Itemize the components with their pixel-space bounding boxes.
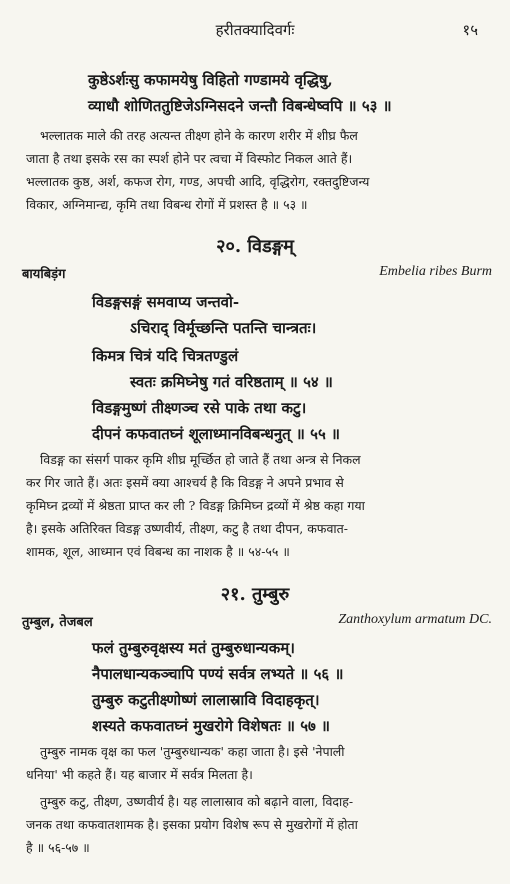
verse-line: विडङ्गसङ्गं समवाप्य जन्तवो- [92, 293, 240, 311]
commentary-paragraph [26, 790, 488, 859]
commentary-paragraph [26, 740, 488, 786]
running-title: हरीतक्यादिवर्गः [215, 21, 295, 39]
verse-line: विडङ्गमुष्णं तीक्ष्णञ्च रसे पाके तथा कटु। [92, 399, 307, 417]
section-heading: २१. तुम्बुरु [220, 584, 290, 605]
commentary-line: तुम्बुरु नामक वृक्ष का फल 'तुम्बुरुधान्यक' कहा जाता है। इसे 'नेपाली [40, 744, 345, 759]
page-number: १५ [462, 21, 478, 39]
verse-line: शस्यते कफवातघ्नं मुखरोगे विशेषतः ॥ ५७ ॥ [92, 717, 331, 735]
plant-names-row [22, 612, 492, 634]
verse-line: तुम्बुरु कटुतीक्ष्णोष्णं लालास्रावि विदाहकृत्। [92, 691, 320, 709]
page-header [0, 20, 510, 42]
verse-line: ऽचिराद् विर्मूच्छन्ति पतन्ति चान्त्रतः। [130, 319, 317, 337]
commentary-paragraph [26, 448, 488, 563]
verse-line: व्याधौ शोणिततुष्टिजेऽग्निसदने जन्तौ विबन्धेष्वपि ॥ ५३ ॥ [88, 97, 392, 115]
local-name: तुम्बुल, तेजबल [22, 615, 93, 630]
local-name: बायबिड़ंग [22, 267, 66, 282]
commentary-line: जनक तथा कफवातशामक है। इसका प्रयोग विशेष रूप से मुखरोगों में होता [26, 817, 358, 832]
plant-names-row [22, 264, 492, 286]
commentary-line: भल्लातक माले की तरह अत्यन्त तीक्ष्ण होने के कारण शरीर में शीघ्र फैल [40, 128, 358, 143]
verse-line: फलं तुम्बुरुवृक्षस्य मतं तुम्बुरुधान्यकम्। [92, 639, 295, 657]
commentary-line: शामक, शूल, आध्मान एवं विबन्ध का नाशक है ॥ ५४-५५ ॥ [26, 544, 290, 559]
botanical-name: Zanthoxylum armatum DC. [338, 612, 492, 627]
commentary-line: कर गिर जाते हैं। अतः इसमें क्या आश्चर्य है कि विडङ्ग ने अपने प्रभाव से [26, 475, 344, 490]
commentary-line: जाता है तथा इसके रस का स्पर्श होने पर त्वचा में विस्फोट निकल आते हैं। [26, 151, 353, 166]
commentary-line: कृमिघ्न द्रव्यों में श्रेष्ठता प्राप्त कर ली ? विडङ्ग क्रिमिघ्न द्रव्यों में श्रेष्ठ कहा गया [26, 498, 365, 513]
verse-line: स्वतः क्रमिघ्नेषु गतं वरिष्ठताम् ॥ ५४ ॥ [130, 373, 333, 391]
commentary-line: है। इसके अतिरिक्त विडङ्ग उष्णवीर्य, तीक्ष्ण, कटु है तथा दीपन, कफवात- [26, 521, 348, 536]
commentary-line: विकार, अग्निमान्द्य, कृमि तथा विबन्ध रोगों में प्रशस्त है ॥ ५३ ॥ [26, 197, 308, 212]
verse-line: कुष्ठेऽर्शःसु कफामयेषु विहितो गण्डामये वृद्धिषु, [88, 71, 333, 89]
commentary-line: विडङ्ग का संसर्ग पाकर कृमि शीघ्र मूर्च्छित हो जाते हैं तथा अन्त्र से निकल [40, 452, 361, 467]
commentary-line: तुम्बुरु कटु, तीक्ष्ण, उष्णवीर्य है। यह लालास्राव को बढ़ाने वाला, विदाह- [40, 794, 354, 809]
verse-line: नैपालधान्यकञ्चापि पण्यं सर्वत्र लभ्यते ॥ ५६ ॥ [92, 665, 344, 683]
botanical-name: Embelia ribes Burm [379, 264, 492, 279]
commentary-line: धनिया' भी कहते हैं। यह बाजार में सर्वत्र मिलता है। [26, 767, 253, 782]
commentary-line: है ॥ ५६-५७ ॥ [26, 840, 90, 855]
commentary-line: भल्लातक कुष्ठ, अर्श, कफज रोग, गण्ड, अपची आदि, वृद्धिरोग, रक्तदुष्टिजन्य [26, 174, 370, 189]
commentary-paragraph [26, 124, 488, 216]
verse-line: किमत्र चित्रं यदि चित्रतण्डुलं [92, 347, 239, 365]
verse-line: दीपनं कफवातघ्नं शूलाध्मानविबन्धनुत् ॥ ५५ ॥ [92, 425, 340, 443]
section-heading: २०. विडङ्गम् [216, 236, 294, 257]
